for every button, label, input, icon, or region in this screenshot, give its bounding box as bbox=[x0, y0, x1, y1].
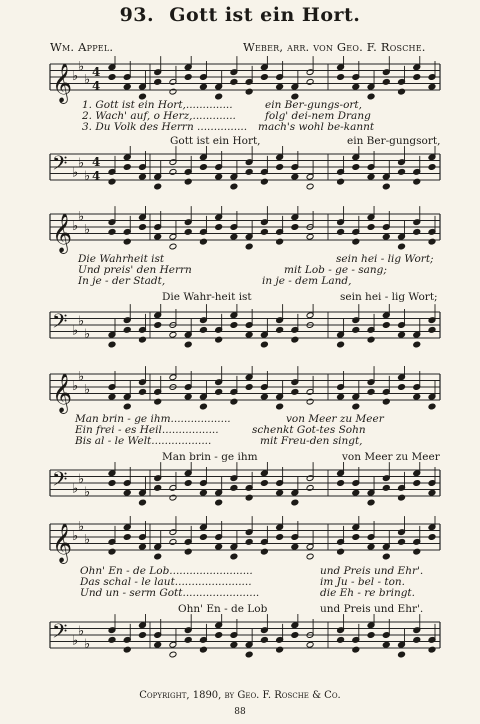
note-head bbox=[276, 534, 284, 541]
note-head bbox=[260, 480, 268, 487]
note-head bbox=[139, 388, 147, 395]
note-head bbox=[230, 78, 238, 85]
note-head bbox=[139, 632, 147, 639]
note-head bbox=[413, 393, 421, 400]
note-head bbox=[306, 484, 314, 491]
verse-2-lyric: Das schal - le laut....................... bbox=[80, 576, 252, 588]
note-head bbox=[139, 173, 147, 180]
note-head bbox=[428, 646, 436, 653]
note-head bbox=[382, 322, 390, 329]
note-head bbox=[413, 548, 421, 555]
time-signature-top: 4 bbox=[92, 65, 101, 79]
verse-3-lyric-end: mit Freu-den singt, bbox=[260, 435, 363, 447]
verse-3-lyric: In je - der Stadt, bbox=[78, 275, 166, 287]
note-head bbox=[108, 480, 116, 487]
verse-3-lyric: 3. Du Volk des Herrn ............... bbox=[82, 121, 248, 133]
note-head bbox=[108, 548, 116, 555]
bass-staff bbox=[0, 462, 480, 512]
verse-2-lyric: Und preis' den Herrn bbox=[78, 264, 192, 276]
note-head bbox=[245, 168, 253, 175]
note-head bbox=[276, 83, 284, 90]
flat-icon: ♭ bbox=[78, 519, 85, 535]
note-head bbox=[230, 233, 238, 240]
treble-staff bbox=[0, 206, 480, 256]
note-head bbox=[413, 341, 421, 348]
note-head bbox=[382, 484, 390, 491]
composer-credit: Weber, arr. von Geo. F. Rosche. bbox=[243, 40, 426, 54]
verse-2-lyric: Ein frei - es Heil................. bbox=[75, 424, 219, 436]
verse-2-lyric-end: schenkt Got-tes Sohn bbox=[252, 424, 366, 436]
note-head bbox=[398, 494, 406, 501]
note-head bbox=[413, 178, 421, 185]
note-head bbox=[428, 489, 436, 496]
flat-icon: ♭ bbox=[72, 69, 79, 84]
flat-icon: ♭ bbox=[72, 481, 79, 497]
verse-1-lyric-end: sein hei - lig Wort; bbox=[336, 253, 434, 265]
flat-icon: ♭ bbox=[72, 323, 79, 339]
note-head bbox=[245, 243, 253, 250]
note-head bbox=[367, 93, 375, 100]
note-head bbox=[428, 326, 436, 333]
note-head bbox=[428, 238, 436, 245]
note-head bbox=[291, 224, 299, 231]
note-head bbox=[215, 336, 223, 343]
note-head bbox=[230, 641, 238, 648]
note-head bbox=[276, 646, 284, 653]
note-head bbox=[367, 543, 375, 550]
note-head bbox=[123, 83, 131, 90]
note-head bbox=[200, 646, 208, 653]
note-head bbox=[184, 341, 192, 348]
treble-clef-icon: 𝄞 bbox=[52, 63, 73, 103]
note-head bbox=[398, 243, 406, 250]
note-head bbox=[398, 538, 406, 545]
note-head bbox=[291, 388, 299, 395]
note-head bbox=[260, 393, 268, 400]
note-head bbox=[184, 228, 192, 235]
note-head bbox=[108, 393, 116, 400]
note-head bbox=[367, 173, 375, 180]
flat-icon: ♭ bbox=[78, 59, 85, 75]
note-head bbox=[184, 178, 192, 185]
bass-lyric-end: sein hei - lig Wort; bbox=[340, 291, 438, 303]
treble-clef-icon: 𝄞 bbox=[52, 523, 73, 563]
note-head bbox=[382, 78, 390, 85]
bass-clef-icon: 𝄢 bbox=[52, 309, 68, 338]
note-head bbox=[306, 233, 314, 240]
flat-icon: ♭ bbox=[72, 633, 79, 649]
verse-1-lyric: 1. Gott ist ein Hort,.............. bbox=[82, 99, 233, 111]
bass-clef-icon: 𝄢 bbox=[52, 151, 68, 180]
note-head bbox=[200, 489, 208, 496]
flat-icon: ♭ bbox=[84, 72, 91, 88]
copyright-notice: Copyright, 1890, by Geo. F. Rosche & Co. bbox=[139, 690, 341, 701]
flat-icon: ♭ bbox=[72, 165, 79, 181]
note-head bbox=[230, 484, 238, 491]
flat-icon: ♭ bbox=[84, 168, 91, 184]
note-head bbox=[428, 403, 436, 410]
bass-lyric: Die Wahr-heit ist bbox=[162, 291, 252, 303]
note-head bbox=[169, 651, 177, 658]
note-head bbox=[215, 173, 223, 180]
note-head bbox=[230, 398, 238, 405]
flat-icon: ♭ bbox=[84, 532, 91, 548]
note-head bbox=[184, 480, 192, 487]
note-head bbox=[413, 74, 421, 81]
note-head bbox=[398, 88, 406, 95]
note-head bbox=[154, 484, 162, 491]
hymn-title bbox=[0, 4, 480, 26]
verse-2-lyric-end: im Ju - bel - ton. bbox=[320, 576, 406, 588]
note-head bbox=[123, 489, 131, 496]
note-head bbox=[382, 553, 390, 560]
note-head bbox=[352, 646, 360, 653]
flat-icon: ♭ bbox=[72, 219, 79, 234]
note-head bbox=[200, 326, 208, 333]
note-head bbox=[352, 83, 360, 90]
note-head bbox=[215, 388, 223, 395]
note-head bbox=[260, 636, 268, 643]
note-head bbox=[382, 398, 390, 405]
note-head bbox=[276, 326, 284, 333]
note-head bbox=[337, 548, 345, 555]
note-head bbox=[123, 403, 131, 410]
note-head bbox=[382, 183, 390, 190]
flat-icon: ♭ bbox=[84, 382, 91, 398]
note-head bbox=[260, 228, 268, 235]
verse-1-lyric: Die Wahrheit ist bbox=[78, 253, 165, 265]
note-head bbox=[306, 78, 314, 85]
note-head bbox=[260, 548, 268, 555]
note-head bbox=[337, 178, 345, 185]
flat-icon: ♭ bbox=[78, 155, 85, 171]
bass-staff bbox=[0, 614, 480, 664]
note-head bbox=[108, 74, 116, 81]
note-head bbox=[382, 233, 390, 240]
note-head bbox=[291, 543, 299, 550]
note-head bbox=[276, 238, 284, 245]
verse-2-lyric: 2. Wach' auf, o Herz,............. bbox=[82, 110, 236, 122]
bass-lyric: Gott ist ein Hort, bbox=[170, 135, 261, 147]
note-head bbox=[428, 83, 436, 90]
note-head bbox=[154, 641, 162, 648]
note-head bbox=[154, 183, 162, 190]
note-head bbox=[352, 326, 360, 333]
note-head bbox=[352, 489, 360, 496]
lyricist-credit: Wm. Appel. bbox=[50, 40, 114, 54]
flat-icon: ♭ bbox=[84, 484, 91, 500]
bass-clef-icon: 𝄢 bbox=[52, 467, 68, 496]
bass-staff bbox=[0, 304, 480, 354]
bass-lyric-end: und Preis und Ehr'. bbox=[320, 603, 424, 615]
note-head bbox=[413, 228, 421, 235]
note-head bbox=[108, 178, 116, 185]
note-head bbox=[123, 646, 131, 653]
note-head bbox=[337, 228, 345, 235]
note-head bbox=[291, 336, 299, 343]
note-head bbox=[154, 233, 162, 240]
bass-clef-icon: 𝄢 bbox=[52, 619, 68, 648]
note-head bbox=[230, 183, 238, 190]
flat-icon: ♭ bbox=[84, 636, 91, 652]
note-head bbox=[352, 534, 360, 541]
note-head bbox=[154, 553, 162, 560]
note-head bbox=[139, 336, 147, 343]
note-head bbox=[428, 534, 436, 541]
note-head bbox=[398, 384, 406, 391]
hymn-number: 93. bbox=[119, 4, 155, 26]
note-head bbox=[276, 489, 284, 496]
flat-icon: ♭ bbox=[72, 529, 79, 544]
note-head bbox=[184, 74, 192, 81]
verse-3-lyric-end: mach's wohl be-kannt bbox=[258, 121, 375, 133]
note-head bbox=[169, 538, 177, 545]
bass-staff bbox=[0, 146, 480, 196]
note-head bbox=[215, 224, 223, 231]
note-head bbox=[169, 494, 177, 501]
verse-2-lyric-end: mit Lob - ge - sang; bbox=[284, 264, 387, 276]
hymn-name: Gott ist ein Hort. bbox=[169, 4, 361, 26]
note-head bbox=[367, 224, 375, 231]
note-head bbox=[367, 336, 375, 343]
note-head bbox=[428, 164, 436, 171]
note-head bbox=[245, 651, 253, 658]
note-head bbox=[200, 238, 208, 245]
note-head bbox=[245, 384, 253, 391]
note-head bbox=[352, 238, 360, 245]
treble-staff bbox=[0, 366, 480, 416]
note-head bbox=[200, 534, 208, 541]
note-head bbox=[215, 632, 223, 639]
note-head bbox=[184, 548, 192, 555]
flat-icon: ♭ bbox=[78, 471, 85, 487]
note-head bbox=[154, 78, 162, 85]
note-head bbox=[230, 322, 238, 329]
verse-3-lyric: Bis al - le Welt.................. bbox=[75, 435, 212, 447]
page-number: 88 bbox=[234, 707, 246, 717]
note-head bbox=[245, 331, 253, 338]
note-head bbox=[123, 326, 131, 333]
note-head bbox=[367, 388, 375, 395]
note-head bbox=[245, 88, 253, 95]
note-head bbox=[398, 331, 406, 338]
note-head bbox=[306, 553, 314, 560]
verse-1-lyric-end: und Preis und Ehr'. bbox=[320, 565, 424, 577]
note-head bbox=[306, 641, 314, 648]
note-head bbox=[413, 480, 421, 487]
note-head bbox=[123, 534, 131, 541]
note-head bbox=[230, 553, 238, 560]
note-head bbox=[169, 243, 177, 250]
note-head bbox=[108, 636, 116, 643]
note-head bbox=[260, 341, 268, 348]
treble-staff bbox=[0, 516, 480, 566]
treble-staff bbox=[0, 56, 480, 106]
note-head bbox=[367, 632, 375, 639]
time-signature-top: 4 bbox=[92, 155, 101, 169]
note-head bbox=[123, 164, 131, 171]
note-head bbox=[108, 228, 116, 235]
note-head bbox=[215, 499, 223, 506]
note-head bbox=[200, 83, 208, 90]
verse-3-lyric: Und un - serm Gott....................... bbox=[80, 587, 260, 599]
note-head bbox=[169, 168, 177, 175]
note-head bbox=[337, 393, 345, 400]
flat-icon: ♭ bbox=[78, 313, 85, 329]
note-head bbox=[245, 538, 253, 545]
verse-3-lyric-end: die Eh - re bringt. bbox=[320, 587, 415, 599]
flat-icon: ♭ bbox=[72, 379, 79, 394]
verse-1-lyric: Ohn' En - de Lob......................... bbox=[80, 565, 253, 577]
note-head bbox=[382, 641, 390, 648]
note-head bbox=[215, 543, 223, 550]
note-head bbox=[413, 636, 421, 643]
note-head bbox=[169, 331, 177, 338]
note-head bbox=[200, 403, 208, 410]
note-head bbox=[154, 322, 162, 329]
time-signature-bottom: 4 bbox=[92, 169, 101, 183]
note-head bbox=[398, 651, 406, 658]
treble-clef-icon: 𝄞 bbox=[52, 373, 73, 413]
note-head bbox=[184, 636, 192, 643]
bass-lyric: Ohn' En - de Lob bbox=[178, 603, 268, 615]
note-head bbox=[108, 341, 116, 348]
note-head bbox=[337, 636, 345, 643]
note-head bbox=[139, 543, 147, 550]
note-head bbox=[306, 183, 314, 190]
note-head bbox=[352, 403, 360, 410]
note-head bbox=[398, 168, 406, 175]
note-head bbox=[352, 164, 360, 171]
note-head bbox=[367, 499, 375, 506]
note-head bbox=[337, 74, 345, 81]
note-head bbox=[276, 403, 284, 410]
flat-icon: ♭ bbox=[78, 623, 85, 639]
note-head bbox=[184, 393, 192, 400]
note-head bbox=[200, 164, 208, 171]
note-head bbox=[245, 494, 253, 501]
note-head bbox=[306, 398, 314, 405]
time-signature-bottom: 4 bbox=[92, 79, 101, 93]
note-head bbox=[260, 74, 268, 81]
note-head bbox=[337, 480, 345, 487]
flat-icon: ♭ bbox=[78, 369, 85, 385]
verse-1-lyric-end: von Meer zu Meer bbox=[286, 413, 384, 425]
flat-icon: ♭ bbox=[78, 209, 85, 225]
note-head bbox=[139, 499, 147, 506]
note-head bbox=[123, 238, 131, 245]
verse-1-lyric-end: ein Ber-gungs-ort, bbox=[265, 99, 362, 111]
note-head bbox=[154, 398, 162, 405]
note-head bbox=[291, 632, 299, 639]
note-head bbox=[139, 224, 147, 231]
note-head bbox=[260, 178, 268, 185]
bass-lyric-end: ein Ber-gungsort, bbox=[347, 135, 441, 147]
verse-3-lyric-end: in je - dem Land, bbox=[262, 275, 352, 287]
treble-clef-icon: 𝄞 bbox=[52, 213, 73, 253]
note-head bbox=[169, 88, 177, 95]
note-head bbox=[291, 499, 299, 506]
flat-icon: ♭ bbox=[84, 326, 91, 342]
verse-1-lyric: Man brin - ge ihm.................. bbox=[75, 413, 231, 425]
flat-icon: ♭ bbox=[84, 222, 91, 238]
bass-lyric-end: von Meer zu Meer bbox=[342, 451, 440, 463]
note-head bbox=[276, 164, 284, 171]
bass-lyric: Man brin - ge ihm bbox=[162, 451, 258, 463]
note-head bbox=[291, 173, 299, 180]
verse-2-lyric-end: folg' dei-nem Drang bbox=[265, 110, 371, 122]
note-head bbox=[337, 341, 345, 348]
